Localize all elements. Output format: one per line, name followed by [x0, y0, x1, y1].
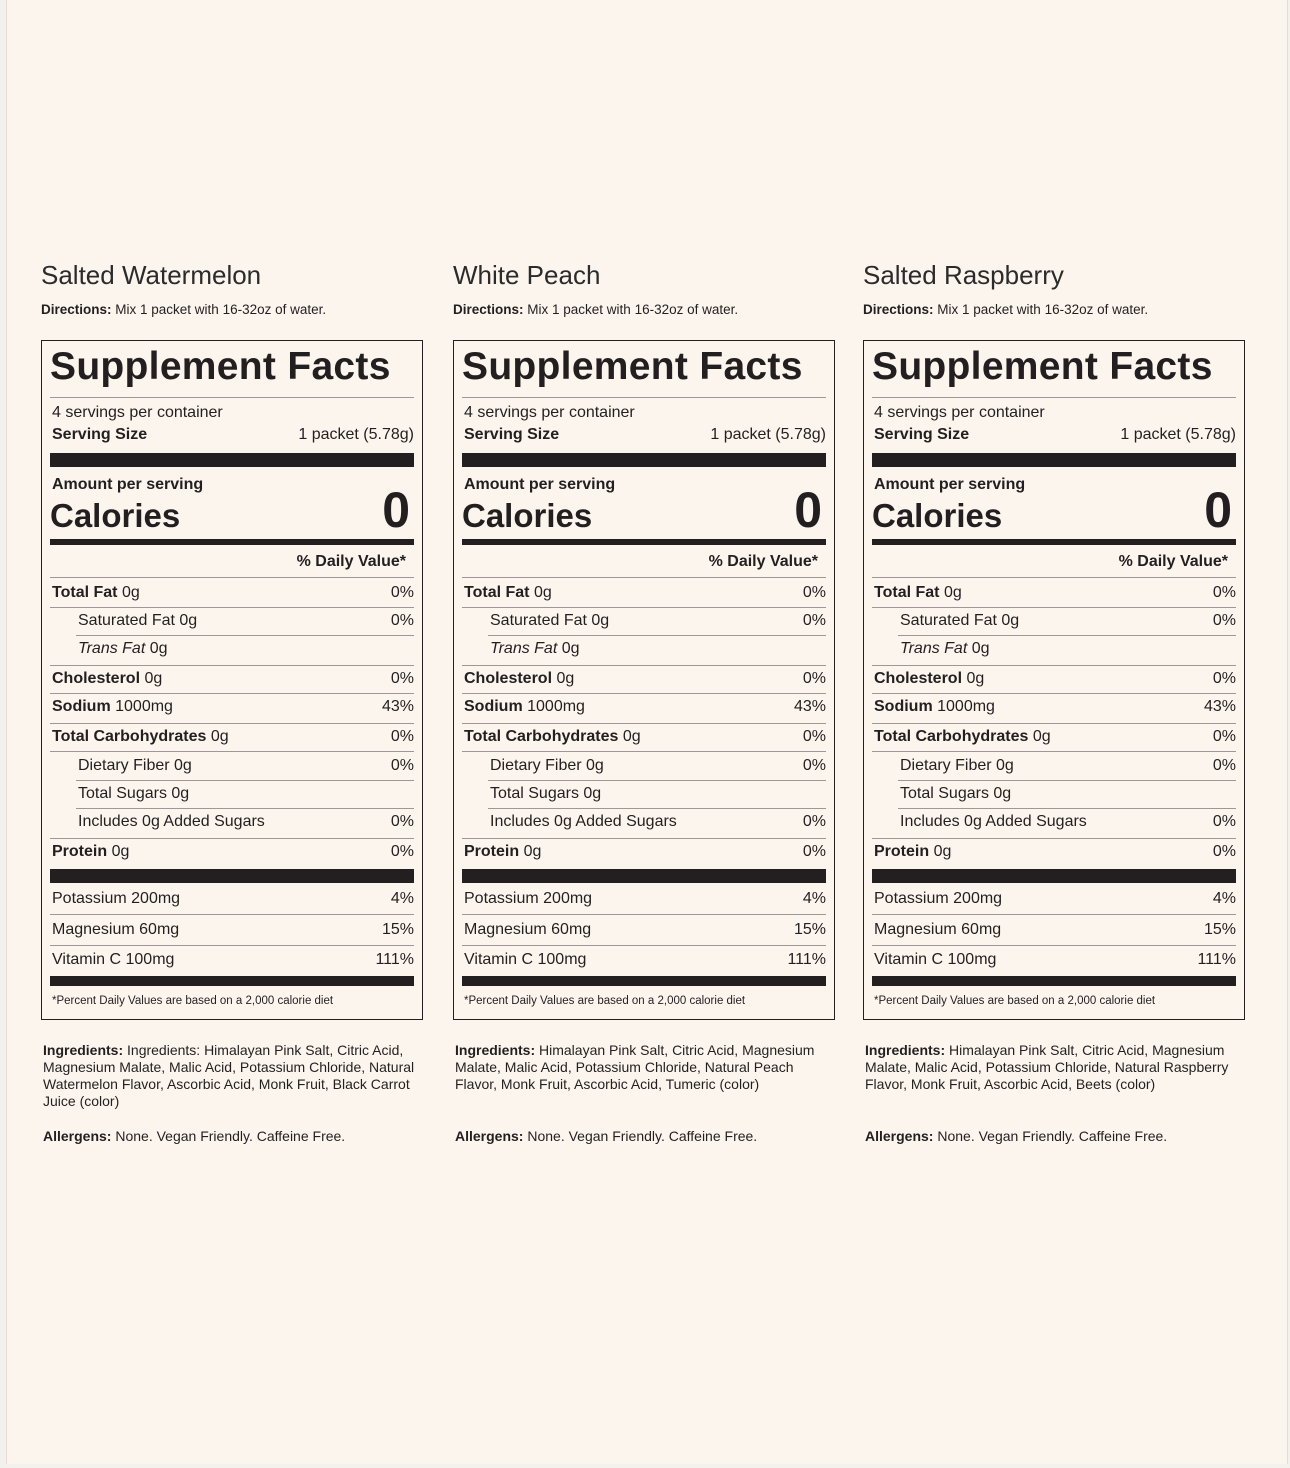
nutrient-dv: 111% [1197, 951, 1236, 968]
nutrient-potassium: Potassium 200mg [464, 890, 593, 907]
nutrient-added-sugars: Includes 0g Added Sugars [490, 813, 677, 830]
nutrient-dv: 0% [1212, 757, 1236, 774]
servings-per-container: 4 servings per container [874, 404, 1045, 421]
directions [41, 302, 326, 317]
divider [488, 635, 826, 636]
nutrient-dv: 0% [390, 843, 414, 860]
nutrient-dv: 4% [802, 890, 826, 907]
daily-value-header: % Daily Value* [296, 553, 406, 570]
nutrient-dv: 4% [390, 890, 414, 907]
nutrient-label: Total Fat [464, 584, 530, 601]
thick-divider [872, 976, 1236, 986]
nutrient-protein [464, 842, 541, 862]
nutrient-total-sugars: Total Sugars 0g [78, 785, 190, 802]
daily-value-footnote: *Percent Daily Values are based on a 2,000 calorie diet [52, 995, 334, 1007]
divider [462, 945, 826, 946]
nutrient-trans-fat [490, 639, 580, 659]
nutrient-amount: 0g [561, 640, 580, 657]
supplement-facts-panel [41, 340, 423, 1020]
directions-label: Directions: [453, 302, 524, 317]
nutrient-dv: 0% [390, 728, 414, 745]
divider [488, 780, 826, 781]
ingredients-label: Ingredients: [865, 1042, 946, 1058]
daily-value-footnote: *Percent Daily Values are based on a 2,000 calorie diet [874, 995, 1156, 1007]
divider [872, 665, 1236, 666]
nutrient-potassium: Potassium 200mg [874, 890, 1003, 907]
nutrient-total-fat [52, 583, 140, 603]
directions-text: Mix 1 packet with 16-32oz of water. [115, 302, 327, 317]
thick-divider [462, 869, 826, 883]
divider [462, 751, 826, 752]
nutrient-label: Total Carbohydrates [464, 728, 619, 745]
nutrient-label: Protein [464, 843, 520, 860]
directions-text: Mix 1 packet with 16-32oz of water. [527, 302, 739, 317]
nutrient-dv: 0% [802, 670, 826, 687]
divider [462, 838, 826, 839]
calories-label: Calories [50, 497, 181, 534]
nutrient-label: Sodium [874, 698, 933, 715]
nutrient-dv: 15% [381, 921, 414, 938]
nutrient-amount: 0g [111, 843, 130, 860]
nutrient-dv: 111% [787, 951, 826, 968]
nutrient-label: Cholesterol [464, 670, 553, 687]
allergens [43, 1128, 345, 1144]
nutrient-dv: 0% [1212, 728, 1236, 745]
nutrient-total-carbohydrates [874, 727, 1051, 747]
nutrient-dv: 15% [1203, 921, 1236, 938]
product-title: White Peach [453, 260, 601, 290]
supplement-facts-panel [453, 340, 835, 1020]
nutrient-dietary-fiber: Dietary Fiber 0g [490, 757, 604, 774]
nutrient-dv: 0% [802, 813, 826, 830]
divider [50, 665, 414, 666]
nutrient-amount: 1000mg [527, 698, 585, 715]
allergens-text: None. Vegan Friendly. Caffeine Free. [115, 1128, 346, 1144]
nutrient-dv: 43% [381, 698, 414, 715]
divider [872, 751, 1236, 752]
serving-size-label: Serving Size [52, 426, 148, 443]
divider [76, 780, 414, 781]
nutrient-magnesium: Magnesium 60mg [464, 921, 592, 938]
directions [453, 302, 738, 317]
calories-value: 0 [382, 482, 410, 538]
nutrient-sodium [52, 697, 173, 717]
thick-divider [872, 453, 1236, 467]
nutrient-vitamin-c: Vitamin C 100mg [52, 951, 175, 968]
medium-divider [872, 539, 1236, 545]
daily-value-footnote: *Percent Daily Values are based on a 2,000 calorie diet [464, 995, 746, 1007]
divider [50, 693, 414, 694]
nutrient-dv: 43% [793, 698, 826, 715]
divider [50, 945, 414, 946]
daily-value-header: % Daily Value* [708, 553, 818, 570]
nutrient-protein [52, 842, 129, 862]
nutrient-amount: 1000mg [115, 698, 173, 715]
divider [872, 577, 1236, 578]
nutrient-dv: 0% [802, 757, 826, 774]
ingredients-label: Ingredients: [43, 1042, 124, 1058]
divider [462, 723, 826, 724]
serving-size-value: 1 packet (5.78g) [1120, 426, 1236, 443]
calories-value: 0 [1204, 482, 1232, 538]
nutrient-magnesium: Magnesium 60mg [52, 921, 180, 938]
calories-label: Calories [872, 497, 1003, 534]
product-title: Salted Raspberry [863, 260, 1064, 290]
nutrient-label: Protein [874, 843, 930, 860]
divider [50, 577, 414, 578]
divider [872, 945, 1236, 946]
nutrient-protein [874, 842, 951, 862]
nutrient-label: Total Carbohydrates [874, 728, 1029, 745]
nutrient-amount: 0g [121, 584, 140, 601]
nutrient-sodium [874, 697, 995, 717]
nutrient-magnesium: Magnesium 60mg [874, 921, 1002, 938]
divider [872, 397, 1236, 398]
divider [462, 607, 826, 608]
nutrient-vitamin-c: Vitamin C 100mg [874, 951, 997, 968]
divider [872, 838, 1236, 839]
nutrient-amount: 0g [1032, 728, 1051, 745]
nutrient-label: Cholesterol [52, 670, 141, 687]
divider [50, 838, 414, 839]
nutrient-cholesterol [874, 669, 984, 689]
nutrient-total-sugars: Total Sugars 0g [900, 785, 1012, 802]
nutrient-amount: 0g [210, 728, 229, 745]
thick-divider [462, 976, 826, 986]
allergens [455, 1128, 757, 1144]
supplement-facts-title: Supplement Facts [462, 345, 803, 388]
divider [50, 751, 414, 752]
nutrient-amount: 0g [533, 584, 552, 601]
nutrient-total-fat [874, 583, 962, 603]
nutrient-saturated-fat: Saturated Fat 0g [78, 612, 198, 629]
divider [488, 808, 826, 809]
nutrient-saturated-fat: Saturated Fat 0g [900, 612, 1020, 629]
divider [898, 780, 1236, 781]
directions-label: Directions: [863, 302, 934, 317]
page [6, 0, 1288, 1464]
nutrient-label: Total Fat [874, 584, 940, 601]
nutrient-label: Total Carbohydrates [52, 728, 207, 745]
allergens-text: None. Vegan Friendly. Caffeine Free. [527, 1128, 758, 1144]
nutrient-total-carbohydrates [52, 727, 229, 747]
nutrient-label: Trans Fat [900, 640, 968, 657]
nutrient-total-fat [464, 583, 552, 603]
divider [76, 635, 414, 636]
serving-size-value: 1 packet (5.78g) [710, 426, 826, 443]
nutrient-amount: 0g [971, 640, 990, 657]
nutrient-dv: 0% [390, 584, 414, 601]
divider [462, 397, 826, 398]
nutrient-amount: 0g [149, 640, 168, 657]
divider [898, 808, 1236, 809]
supplement-facts-panel [863, 340, 1245, 1020]
supplement-facts-title: Supplement Facts [50, 345, 391, 388]
nutrient-dietary-fiber: Dietary Fiber 0g [900, 757, 1014, 774]
daily-value-header: % Daily Value* [1118, 553, 1228, 570]
divider [50, 607, 414, 608]
nutrient-dv: 0% [390, 670, 414, 687]
medium-divider [50, 539, 414, 545]
nutrient-cholesterol [464, 669, 574, 689]
nutrient-dv: 0% [802, 728, 826, 745]
nutrient-sodium [464, 697, 585, 717]
amount-per-serving: Amount per serving [874, 476, 1026, 493]
nutrient-trans-fat [78, 639, 168, 659]
nutrient-label: Total Fat [52, 584, 118, 601]
amount-per-serving: Amount per serving [464, 476, 616, 493]
nutrient-label: Cholesterol [874, 670, 963, 687]
nutrient-dietary-fiber: Dietary Fiber 0g [78, 757, 192, 774]
allergens [865, 1128, 1167, 1144]
nutrient-amount: 0g [523, 843, 542, 860]
calories-label: Calories [462, 497, 593, 534]
allergens-label: Allergens: [455, 1128, 524, 1144]
nutrient-dv: 0% [802, 843, 826, 860]
product-title: Salted Watermelon [41, 260, 262, 290]
nutrient-added-sugars: Includes 0g Added Sugars [900, 813, 1087, 830]
thick-divider [50, 869, 414, 883]
nutrient-dv: 0% [1212, 670, 1236, 687]
thick-divider [462, 453, 826, 467]
nutrient-label: Trans Fat [490, 640, 558, 657]
medium-divider [462, 539, 826, 545]
allergens-label: Allergens: [43, 1128, 112, 1144]
nutrient-dv: 0% [802, 584, 826, 601]
nutrient-dv: 0% [1212, 843, 1236, 860]
nutrient-label: Sodium [464, 698, 523, 715]
nutrient-saturated-fat: Saturated Fat 0g [490, 612, 610, 629]
nutrient-total-sugars: Total Sugars 0g [490, 785, 602, 802]
ingredients-text: Himalayan Pink Salt, Citric Acid, Magnesium Malate, Malic Acid, Potassium Chloride, Natural Peach Flavor, Monk Fruit, Ascorbic Acid, Tumeric (color) [455, 1042, 815, 1092]
allergens-text: None. Vegan Friendly. Caffeine Free. [937, 1128, 1168, 1144]
ingredients [865, 1042, 1245, 1093]
nutrient-dv: 4% [1212, 890, 1236, 907]
nutrient-total-carbohydrates [464, 727, 641, 747]
ingredients-text: Himalayan Pink Salt, Citric Acid, Magnesium Malate, Malic Acid, Potassium Chloride, Natural Raspberry Flavor, Monk Fruit, Ascorbic Acid, Beets (color) [865, 1042, 1229, 1092]
nutrient-dv: 15% [793, 921, 826, 938]
nutrient-label: Trans Fat [78, 640, 146, 657]
nutrient-trans-fat [900, 639, 990, 659]
divider [872, 693, 1236, 694]
nutrient-vitamin-c: Vitamin C 100mg [464, 951, 587, 968]
divider [898, 635, 1236, 636]
calories-value: 0 [794, 482, 822, 538]
nutrient-amount: 0g [556, 670, 575, 687]
thick-divider [872, 869, 1236, 883]
servings-per-container: 4 servings per container [52, 404, 223, 421]
nutrient-added-sugars: Includes 0g Added Sugars [78, 813, 265, 830]
divider [462, 693, 826, 694]
directions-label: Directions: [41, 302, 112, 317]
directions-text: Mix 1 packet with 16-32oz of water. [937, 302, 1149, 317]
nutrient-dv: 0% [1212, 584, 1236, 601]
divider [50, 914, 414, 915]
nutrient-label: Sodium [52, 698, 111, 715]
nutrient-dv: 0% [1212, 813, 1236, 830]
thick-divider [50, 976, 414, 986]
divider [76, 808, 414, 809]
amount-per-serving: Amount per serving [52, 476, 204, 493]
ingredients [43, 1042, 423, 1110]
nutrient-dv: 111% [375, 951, 414, 968]
allergens-label: Allergens: [865, 1128, 934, 1144]
nutrient-dv: 43% [1203, 698, 1236, 715]
nutrient-cholesterol [52, 669, 162, 689]
thick-divider [50, 453, 414, 467]
nutrient-dv: 0% [802, 612, 826, 629]
divider [462, 914, 826, 915]
nutrient-dv: 0% [390, 612, 414, 629]
divider [872, 607, 1236, 608]
serving-size-value: 1 packet (5.78g) [298, 426, 414, 443]
ingredients-text: Ingredients: Himalayan Pink Salt, Citric Acid, Magnesium Malate, Malic Acid, Potassium Chloride, Natural Watermelon Flavor, Ascorbic Acid, Monk Fruit, Black Carrot Juice (color) [43, 1042, 415, 1109]
nutrient-amount: 0g [966, 670, 985, 687]
nutrient-dv: 0% [390, 757, 414, 774]
directions [863, 302, 1148, 317]
nutrient-amount: 0g [144, 670, 163, 687]
divider [50, 723, 414, 724]
nutrient-label: Protein [52, 843, 108, 860]
divider [872, 914, 1236, 915]
nutrient-amount: 1000mg [937, 698, 995, 715]
nutrient-amount: 0g [943, 584, 962, 601]
divider [462, 577, 826, 578]
divider [462, 665, 826, 666]
supplement-facts-title: Supplement Facts [872, 345, 1213, 388]
servings-per-container: 4 servings per container [464, 404, 635, 421]
divider [872, 723, 1236, 724]
ingredients [455, 1042, 835, 1093]
serving-size-label: Serving Size [464, 426, 560, 443]
divider [50, 397, 414, 398]
nutrient-potassium: Potassium 200mg [52, 890, 181, 907]
serving-size-label: Serving Size [874, 426, 970, 443]
ingredients-label: Ingredients: [455, 1042, 536, 1058]
nutrient-amount: 0g [622, 728, 641, 745]
nutrient-amount: 0g [933, 843, 952, 860]
nutrient-dv: 0% [390, 813, 414, 830]
nutrient-dv: 0% [1212, 612, 1236, 629]
